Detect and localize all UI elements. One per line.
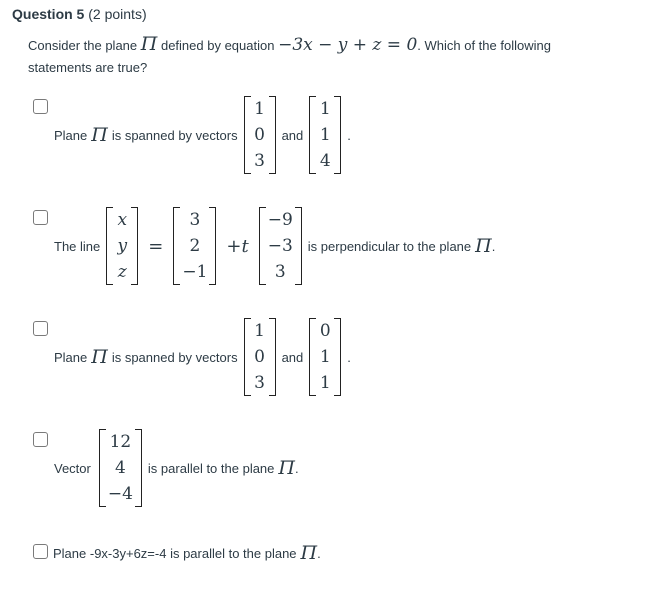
vector-xyz	[106, 207, 138, 285]
vector-entry: 1	[319, 347, 331, 367]
vector-entry: −1	[182, 262, 208, 282]
option-text: is perpendicular to the plane	[307, 238, 472, 254]
option-3-checkbox[interactable]	[33, 321, 48, 336]
question-header	[12, 6, 147, 22]
vector-entry: x	[117, 210, 128, 230]
question-title: Question 5	[12, 6, 85, 22]
vector-entry: 3	[254, 373, 265, 393]
plane-symbol: Π	[91, 346, 108, 368]
vector-entry: 4	[319, 151, 331, 171]
vector-entry: 1	[319, 373, 331, 393]
vector-entry: 0	[254, 125, 265, 145]
vector-2	[309, 318, 341, 396]
option-text: is spanned by vectors	[111, 349, 238, 365]
vector-entry: 3	[254, 151, 265, 171]
option-text: .	[347, 349, 351, 365]
vector-entry: 1	[319, 125, 331, 145]
option-2	[54, 207, 495, 285]
option-text: The line	[54, 238, 101, 254]
option-3	[54, 318, 351, 396]
option-4-checkbox[interactable]	[33, 432, 48, 447]
plane-symbol: Π	[140, 33, 158, 55]
plane-equation: −3x − y + z = 0	[278, 35, 418, 55]
option-text: Vector	[54, 460, 91, 476]
option-text: Plane	[54, 127, 88, 143]
vector-entry: −9	[267, 210, 293, 230]
option-text: .	[294, 460, 299, 476]
option-2-checkbox[interactable]	[33, 210, 48, 225]
option-5-checkbox[interactable]	[33, 544, 48, 559]
vector-1	[244, 318, 276, 396]
plus-t: +t	[226, 235, 249, 257]
vector-direction	[259, 207, 302, 285]
option-text: .	[347, 127, 351, 143]
plane-symbol: Π	[278, 457, 295, 479]
vector-entry: 0	[254, 347, 265, 367]
vector-entry: 12	[109, 432, 132, 452]
option-1	[54, 96, 351, 174]
vector-2	[309, 96, 341, 174]
plane-symbol: Π	[300, 542, 318, 564]
vector-entry: 3	[274, 262, 286, 282]
vector-entry: 4	[114, 458, 126, 478]
option-1-checkbox[interactable]	[33, 99, 48, 114]
option-text: and	[281, 349, 304, 365]
option-text: Plane -9x-3y+6z=-4 is parallel to the plane	[53, 545, 297, 561]
vector-entry: 2	[189, 236, 201, 256]
option-4	[54, 429, 299, 507]
vector-entry: z	[117, 262, 127, 282]
option-text: Plane	[54, 349, 88, 365]
vector	[99, 429, 142, 507]
vector-point	[173, 207, 216, 285]
option-text: .	[491, 238, 496, 254]
vector-1	[244, 96, 276, 174]
vector-entry: 0	[319, 321, 331, 341]
vector-entry: 1	[254, 321, 265, 341]
vector-entry: y	[117, 236, 128, 256]
option-text: is spanned by vectors	[111, 127, 238, 143]
option-text: is parallel to the plane	[147, 460, 275, 476]
question-points: (2 points)	[88, 6, 147, 22]
prompt-text: . Which of the following statements are true?	[28, 38, 551, 75]
vector-entry: 1	[319, 99, 331, 119]
option-text: and	[281, 127, 304, 143]
option-5	[53, 542, 321, 564]
vector-entry: −4	[107, 484, 133, 504]
plane-symbol: Π	[91, 124, 108, 146]
plane-symbol: Π	[475, 235, 492, 257]
prompt-text: Consider the plane	[28, 38, 138, 53]
option-text: .	[317, 545, 321, 561]
prompt-text: defined by equation	[160, 38, 275, 53]
question-prompt	[28, 33, 588, 79]
equals-sign: =	[148, 235, 164, 257]
vector-entry: 3	[189, 210, 201, 230]
vector-entry: 1	[254, 99, 265, 119]
vector-entry: −3	[267, 236, 293, 256]
